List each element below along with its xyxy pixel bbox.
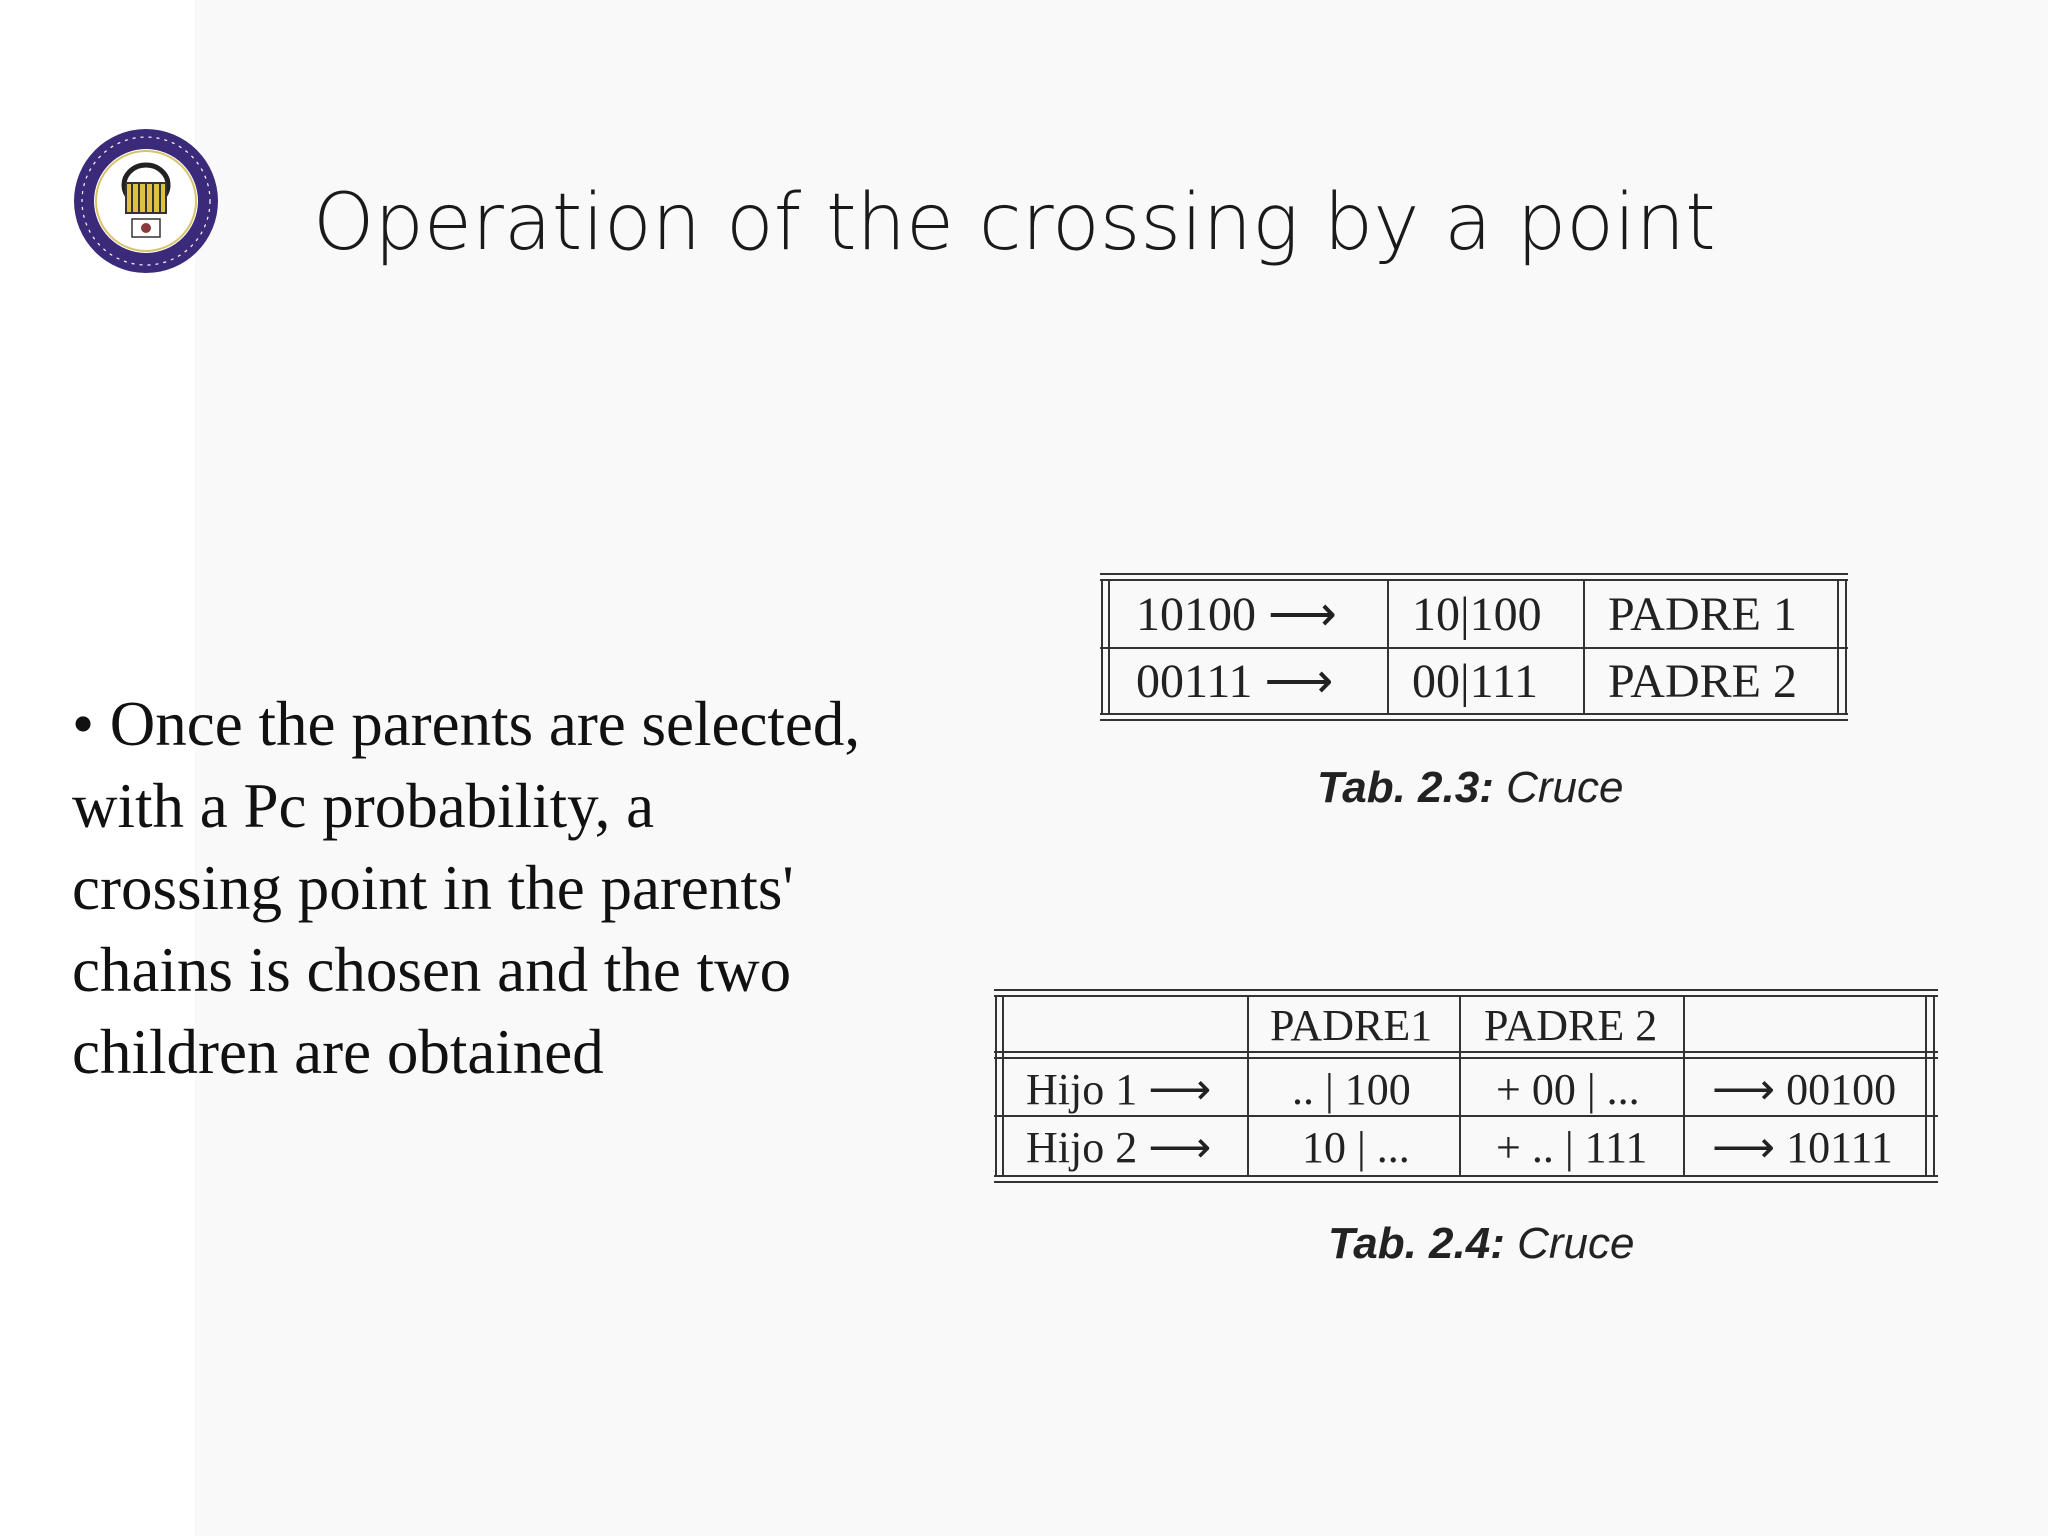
table-cell: .. | 100 — [1292, 1065, 1411, 1114]
caption-text: Cruce — [1506, 763, 1624, 812]
table-header-cell: PADRE1 — [1270, 1001, 1433, 1050]
table-cruce-2-3 — [1100, 572, 1860, 724]
table-cell: 00111 ⟶ — [1136, 655, 1334, 708]
table-cell: 10 | ... — [1302, 1123, 1410, 1172]
table-cell: ⟶ 00100 — [1712, 1065, 1897, 1114]
table-header-cell: PADRE 2 — [1484, 1001, 1658, 1050]
table-cruce-2-4 — [994, 988, 1942, 1188]
university-seal-icon — [72, 127, 220, 275]
table-caption-2-3 — [1317, 763, 1623, 813]
table-cell: Hijo 1 ⟶ — [1026, 1065, 1212, 1114]
slide-title: Operation of the crossing by a point — [313, 178, 1716, 268]
table-cell: + .. | 111 — [1496, 1123, 1648, 1172]
table-cell: ⟶ 10111 — [1712, 1123, 1893, 1172]
table-caption-2-4 — [1328, 1219, 1634, 1269]
table-cell: 00|111 — [1412, 655, 1539, 708]
bullet-text: • Once the parents are selected, with a Pc probability, a crossing point in the parents' chains is chosen and the two children are obtained — [72, 689, 861, 1087]
table-cell: + 00 | ... — [1496, 1065, 1640, 1114]
table-cell: PADRE 2 — [1608, 655, 1797, 708]
caption-label: Tab. 2.4: — [1328, 1219, 1505, 1268]
table-cell: 10100 ⟶ — [1136, 588, 1337, 641]
table-cell: PADRE 1 — [1608, 588, 1797, 641]
table-cell: 10|100 — [1412, 588, 1542, 641]
table-cell: Hijo 2 ⟶ — [1026, 1123, 1212, 1172]
caption-text: Cruce — [1517, 1219, 1635, 1268]
caption-label: Tab. 2.3: — [1317, 763, 1494, 812]
